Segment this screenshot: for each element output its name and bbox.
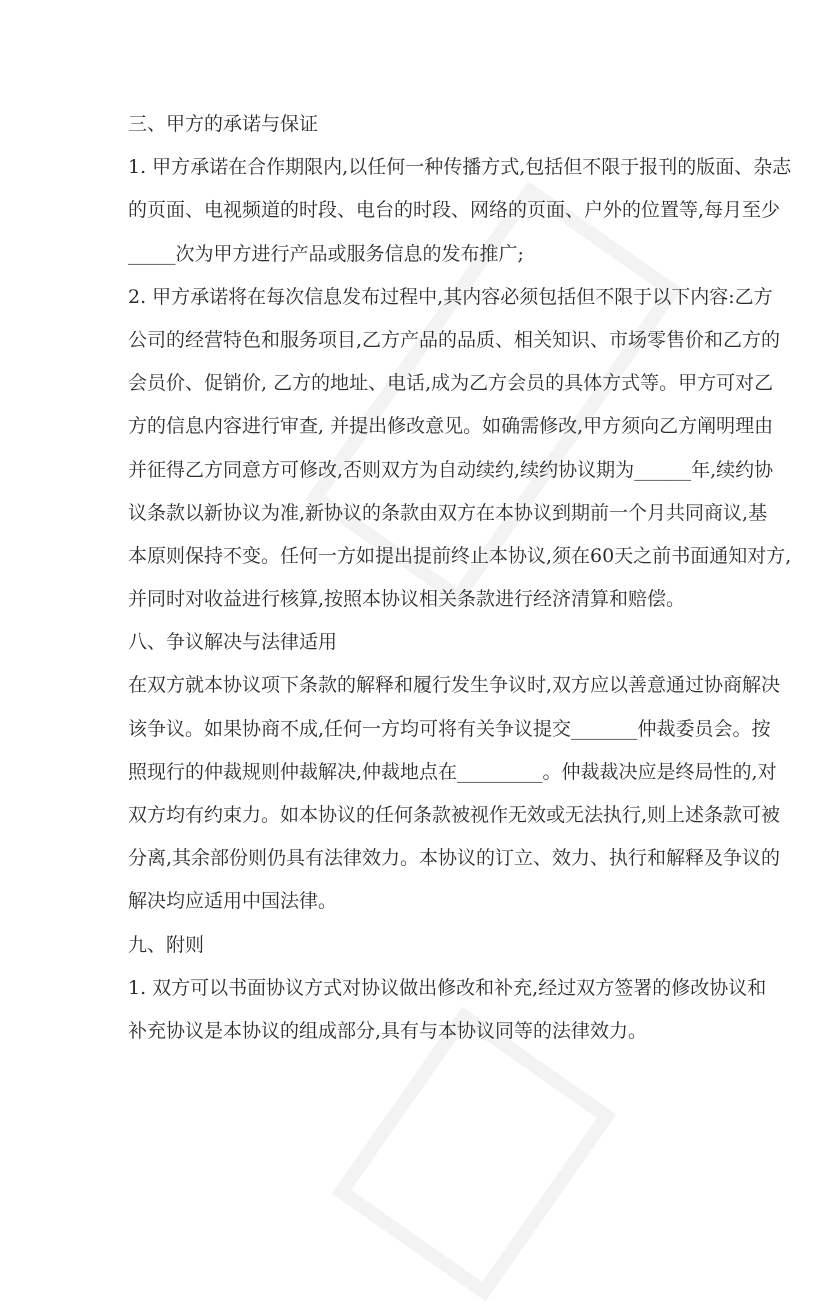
paragraph-line: 的页面、电视频道的时段、电台的时段、网络的页面、户外的位置等,每月至少 (128, 199, 781, 222)
paragraph-line: 并同时对收益进行核算,按照本协议相关条款进行经济清算和赔偿。 (128, 588, 686, 611)
paragraph-line: 照现行的仲裁规则仲裁解决,仲裁地点在_________。仲裁裁决应是终局性的,对 (128, 760, 777, 783)
section-heading: 九、附则 (128, 933, 205, 956)
paragraph-line: 本原则保持不变。任何一方如提出提前终止本协议,须在60天之前书面通知对方, (128, 544, 792, 567)
paragraph-line: 补充协议是本协议的组成部分,具有与本协议同等的法律效力。 (128, 1019, 648, 1042)
paragraph-line: 解决均应适用中国法律。 (128, 890, 338, 913)
paragraph-line: 双方均有约束力。如本协议的任何条款被视作无效或无法执行,则上述条款可被 (128, 804, 781, 826)
section-heading: 三、甲方的承诺与保证 (128, 113, 319, 135)
paragraph-line: 方的信息内容进行审查, 并提出修改意见。如确需修改,甲方须向乙方阐明理由 (128, 415, 774, 438)
document-page (128, 103, 792, 1053)
paragraph-line: 该争议。如果协商不成,任何一方均可将有关争议提交_______仲裁委员会。按 (128, 717, 771, 740)
paragraph-line: 公司的经营特色和服务项目,乙方产品的品质、相关知识、市场零售价和乙方的 (128, 328, 781, 351)
paragraph-line: 1. 甲方承诺在合作期限内,以任何一种传播方式,包括但不限于报刊的版面、杂志 (128, 156, 792, 179)
section-heading: 八、争议解决与法律适用 (128, 631, 338, 654)
paragraph-line: 在双方就本协议项下条款的解释和履行发生争议时,双方应以善意通过协商解决 (128, 674, 781, 697)
paragraph-line: 议条款以新协议为准,新协议的条款由双方在本协议到期前一个月共同商议,基 (128, 501, 768, 524)
paragraph-line: 并征得乙方同意方可修改,否则双方为自动续约,续约协议期为______年,续约协 (128, 458, 774, 481)
paragraph-line: 会员价、促销价, 乙方的地址、电话,成为乙方会员的具体方式等。甲方可对乙 (128, 372, 774, 395)
paragraph-line: 1. 双方可以书面协议方式对协议做出修改和补充,经过双方签署的修改协议和 (128, 976, 767, 999)
paragraph-line: _____次为甲方进行产品或服务信息的发布推广; (128, 242, 524, 265)
paragraph-line: 2. 甲方承诺将在每次信息发布过程中,其内容必须包括但不限于以下内容:乙方 (128, 285, 773, 308)
paragraph-line: 分离,其余部份则仍具有法律效力。本协议的订立、效力、执行和解释及争议的 (128, 847, 781, 870)
